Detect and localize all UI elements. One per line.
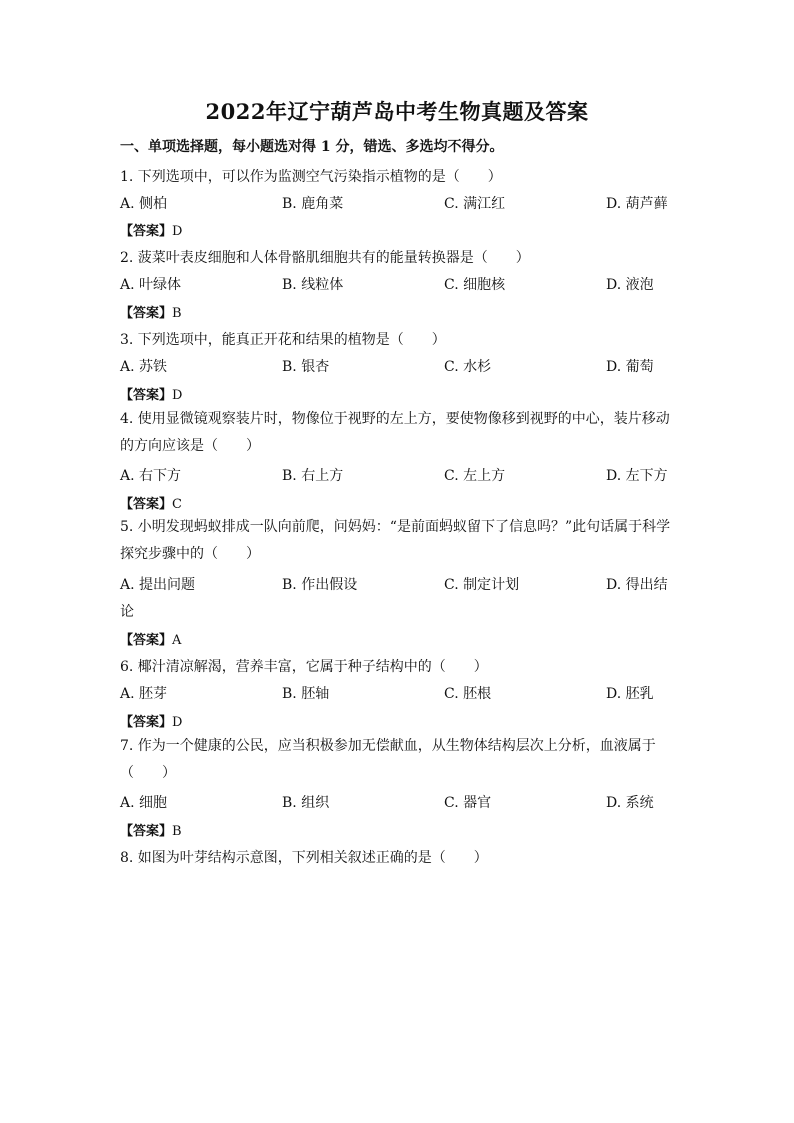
- q4-option-d: D. 左下方: [606, 468, 668, 484]
- q7-option-d: D. 系统: [606, 795, 654, 811]
- q1-option-b: B. 鹿角菜: [282, 196, 344, 212]
- q5-option-b: B. 作出假设: [282, 577, 358, 593]
- q6-answer: 【答案】D: [120, 715, 183, 730]
- q4-option-a: A. 右下方: [120, 468, 182, 484]
- page-title: 2022年辽宁葫芦岛中考生物真题及答案: [205, 99, 589, 124]
- q3-option-b: B. 银杏: [282, 359, 330, 375]
- q3-answer: 【答案】D: [120, 388, 183, 403]
- q5-option-d: D. 得出结: [606, 577, 668, 593]
- q5-option-a: A. 提出问题: [120, 577, 196, 593]
- q1-option-a: A. 侧柏: [120, 196, 168, 212]
- q5-option-d-wrap: 论: [120, 604, 134, 620]
- question-4-stem: 4. 使用显微镜观察装片时，物像位于视野的左上方，要使物像移到视野的中心，装片移动的方向应该是（ ）: [120, 411, 670, 454]
- q2-option-b: B. 线粒体: [282, 277, 344, 293]
- q4-option-b: B. 右上方: [282, 468, 344, 484]
- q1-option-c: C. 满江红: [444, 196, 506, 212]
- q3-option-a: A. 苏铁: [120, 359, 168, 375]
- q2-option-a: A. 叶绿体: [120, 277, 182, 293]
- q2-option-d: D. 液泡: [606, 277, 654, 293]
- question-5-stem: 5. 小明发现蚂蚁排成一队向前爬，问妈妈：“是前面蚂蚁留下了信息吗？”此句话属于科学探究步骤中的（ ）: [120, 519, 671, 562]
- q7-option-b: B. 组织: [282, 795, 330, 811]
- section-heading: 一、单项选择题，每小题选对得 1 分，错选、多选均不得分。: [120, 139, 504, 155]
- q7-option-c: C. 器官: [444, 795, 492, 811]
- q4-option-c: C. 左上方: [444, 468, 506, 484]
- q6-option-a: A. 胚芽: [120, 686, 168, 702]
- question-7-stem: 7. 作为一个健康的公民，应当积极参加无偿献血，从生物体结构层次上分析，血液属于（ ）: [120, 738, 656, 781]
- question-3-stem: 3. 下列选项中，能真正开花和结果的植物是（ ）: [120, 332, 446, 348]
- question-1-stem: 1. 下列选项中，可以作为监测空气污染指示植物的是（ ）: [120, 169, 502, 185]
- question-2-stem: 2. 菠菜叶表皮细胞和人体骨骼肌细胞共有的能量转换器是（ ）: [120, 250, 530, 266]
- q6-option-b: B. 胚轴: [282, 686, 330, 702]
- question-8-stem: 8. 如图为叶芽结构示意图，下列相关叙述正确的是（ ）: [120, 850, 488, 866]
- q5-option-c: C. 制定计划: [444, 577, 520, 593]
- q6-option-d: D. 胚乳: [606, 686, 654, 702]
- q7-answer: 【答案】B: [120, 824, 182, 839]
- q1-option-d: D. 葫芦藓: [606, 196, 668, 212]
- question-6-stem: 6. 椰汁清凉解渴，营养丰富，它属于种子结构中的（ ）: [120, 659, 488, 675]
- q7-option-a: A. 细胞: [120, 795, 168, 811]
- q4-answer: 【答案】C: [120, 497, 182, 512]
- q6-option-c: C. 胚根: [444, 686, 492, 702]
- q3-option-d: D. 葡萄: [606, 359, 654, 375]
- q5-answer: 【答案】A: [120, 633, 182, 648]
- q3-option-c: C. 水杉: [444, 359, 492, 375]
- q2-answer: 【答案】B: [120, 306, 182, 321]
- q1-answer: 【答案】D: [120, 224, 183, 239]
- q2-option-c: C. 细胞核: [444, 277, 506, 293]
